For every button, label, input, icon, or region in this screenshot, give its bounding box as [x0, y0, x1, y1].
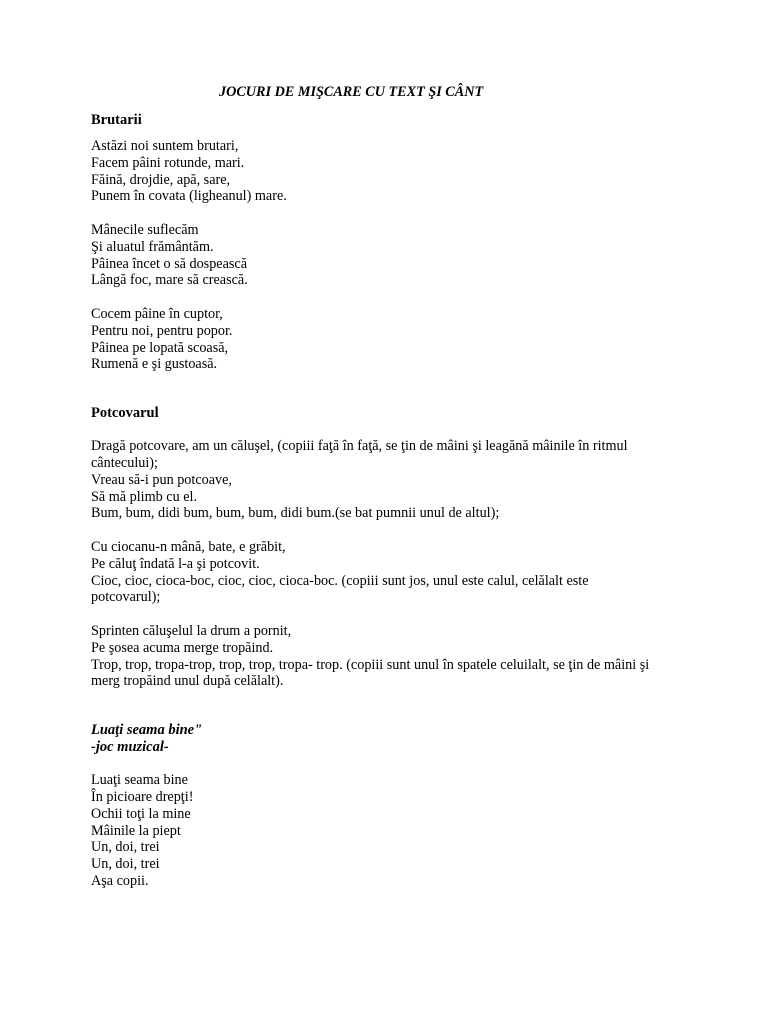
verse-line: În picioare drepţi! [91, 788, 194, 805]
verse-line: Dragă potcovare, am un căluşel, (copiii faţă în faţă, se ţin de mâini şi leagănă mâinile în ritmul cântecului); [91, 438, 628, 471]
stanza [91, 539, 691, 606]
verse-line: Cocem pâine în cuptor, [91, 305, 223, 322]
verse-line: Pe şosea acuma merge tropăind. [91, 639, 274, 656]
verse-line: Un, doi, trei [91, 839, 160, 856]
verse-line: Facem pâini rotunde, mari. [91, 154, 245, 171]
verse-line: Punem în covata (ligheanul) mare. [91, 188, 287, 205]
verse-line: Şi aluatul frământăm. [91, 238, 214, 255]
verse-line: Astăzi noi suntem brutari, [91, 138, 239, 154]
section-heading-brutarii: Brutarii [91, 112, 142, 128]
verse-line: Mânecile suflecăm [91, 221, 199, 238]
verse-line: Luaţi seama bine [91, 772, 188, 789]
verse-line: Rumenă e şi gustoasă. [91, 356, 218, 373]
document-title: JOCURI DE MIŞCARE CU TEXT ŞI CÂNT [219, 84, 484, 100]
verse-line: Trop, trop, tropa-trop, trop, trop, tropa- trop. (copiii sunt unul în spatele celuilalt, se ţin de mâini şi merg tropăind unul după celălalt). [91, 656, 650, 690]
document-body [91, 84, 691, 890]
stanza [91, 623, 691, 690]
section-subheading: -joc muzical- [91, 739, 169, 756]
verse-line: Pe căluţ îndată l-a şi potcovit. [91, 555, 260, 572]
verse-line: Cioc, cioc, cioca-boc, cioc, cioc, cioca-boc. (copiii sunt jos, unul este calul, celălalt este potcovarul); [91, 572, 589, 606]
verse-line: Pentru noi, pentru popor. [91, 322, 233, 339]
verse-line: Sprinten căluşelul la drum a pornit, [91, 622, 292, 639]
verse-line: Cu ciocanu-n mână, bate, e grăbit, [91, 538, 286, 555]
section-heading-luati-seama-bine: Luaţi seama bine" [91, 722, 203, 739]
verse-line: Pâinea încet o să dospească [91, 255, 248, 272]
verse-line: Vreau să-i pun potcoave, [91, 471, 232, 488]
stanza [91, 138, 691, 205]
verse-line: Pâinea pe lopată scoasă, [91, 339, 229, 356]
verse-line: Mâinile la piept [91, 822, 181, 839]
section-heading-potcovarul: Potcovarul [91, 405, 159, 422]
verse-line: Bum, bum, didi bum, bum, bum, didi bum.(se bat pumnii unul de altul); [91, 505, 500, 522]
verse-line: Aşa copii. [91, 872, 149, 889]
stanza [91, 222, 691, 289]
stanza [91, 306, 691, 373]
verse-line: Lângă foc, mare să crească. [91, 272, 248, 289]
verse-line: Făină, drojdie, apă, sare, [91, 171, 231, 188]
stanza [91, 772, 691, 890]
verse-line: Să mă plimb cu el. [91, 488, 197, 505]
verse-line: Un, doi, trei [91, 856, 160, 873]
stanza [91, 438, 691, 522]
verse-line: Ochii toţi la mine [91, 805, 191, 822]
